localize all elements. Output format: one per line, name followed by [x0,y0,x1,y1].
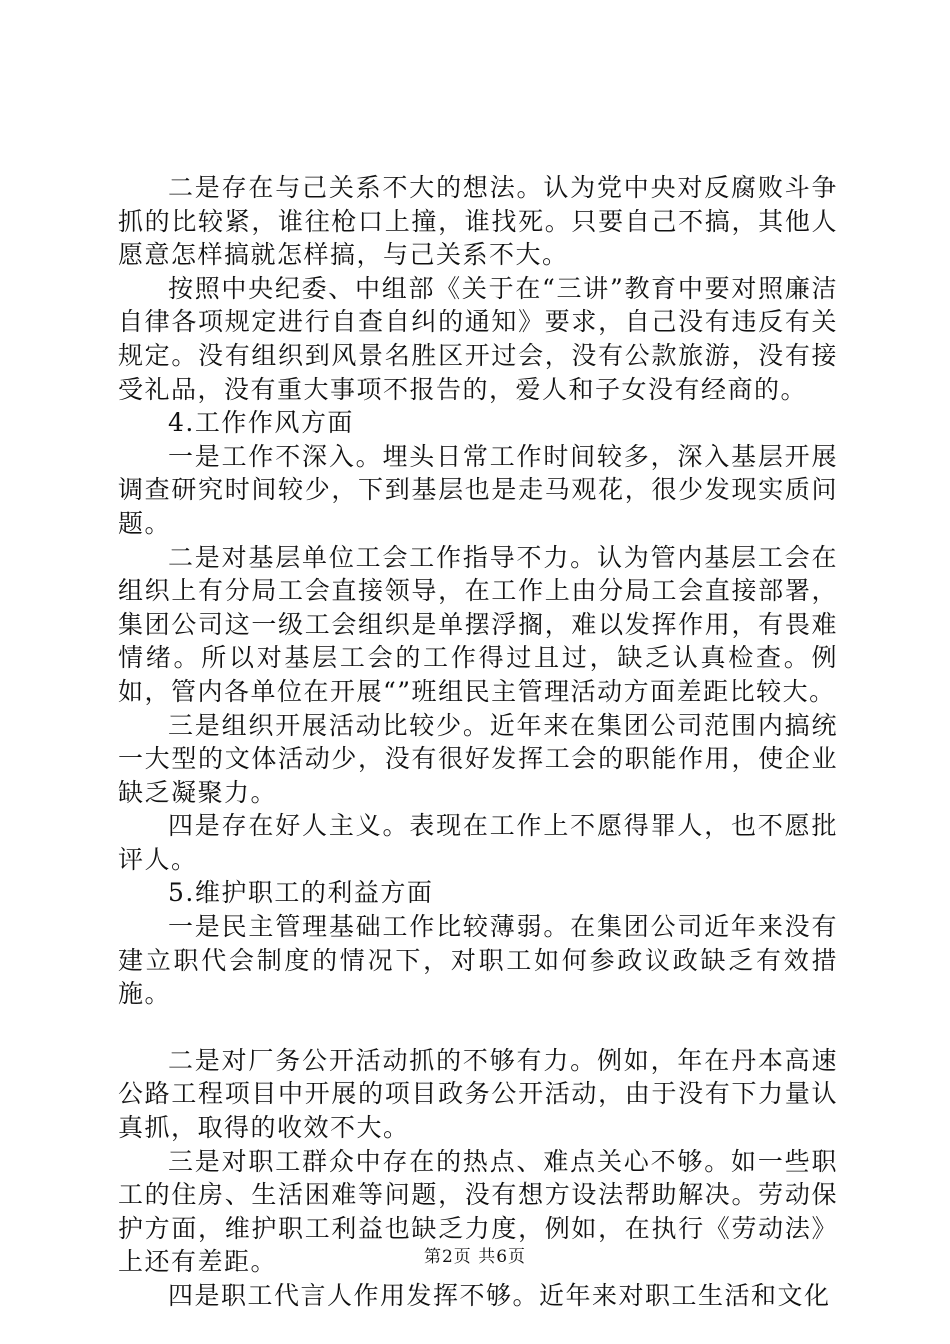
paragraph-factory-affairs: 二是对厂务公开活动抓的不够有力。例如，年在丹本高速公路工程项目中开展的项目政务公开活动，由于没有下力量认真抓，取得的收效不大。 [118,1045,838,1143]
paragraph-guidance-weak: 二是对基层单位工会工作指导不力。认为管内基层工会在组织上有分局工会直接领导，在工作上由分局工会直接部署，集团公司这一级工会组织是单摆浮搁，难以发挥作用，有畏难情绪。所以对基层工会的工作得过且过，缺乏认真检查。例如，管内各单位在开展“”班组民主管理活动方面差距比较大。 [118,542,838,706]
document-body [118,171,838,1313]
paragraph-second-point: 二是存在与己关系不大的想法。认为党中央对反腐败斗争抓的比较紧，谁往枪口上撞，谁找死。只要自己不搞，其他人愿意怎样搞就怎样搞，与己关系不大。 [118,173,838,270]
paragraph-few-activities: 三是组织开展活动比较少。近年来在集团公司范围内搞统一大型的文体活动少，没有很好发挥工会的职能作用，使企业缺乏凝聚力。 [118,710,838,807]
paragraph-good-person: 四是存在好人主义。表现在工作上不愿得罪人，也不愿批评人。 [118,811,838,874]
section-heading-worker-interests: 5.维护职工的利益方面 [168,878,434,908]
section-heading-work-style: 4.工作作风方面 [168,408,354,438]
paragraph-gap [118,1011,838,1044]
paragraph-self-check: 按照中央纪委、中组部《关于在“三讲”教育中要对照廉洁自律各项规定进行自查自纠的通知》要求，自己没有违反有关规定。没有组织到风景名胜区开过会，没有公款旅游，没有接受礼品，没有重大事项不报告的，爱人和子女没有经商的。 [118,273,838,404]
paragraph-work-not-deep: 一是工作不深入。埋头日常工作时间较多，深入基层开展调查研究时间较少，下到基层也是走马观花，很少发现实质问题。 [118,441,838,538]
paragraph-hot-issues: 三是对职工群众中存在的热点、难点关心不够。如一些职工的住房、生活困难等问题，没有想方设法帮助解决。劳动保护方面，维护职工利益也缺乏力度，例如，在执行《劳动法》上还有差距。 [118,1146,838,1277]
paragraph-democratic-management: 一是民主管理基础工作比较薄弱。在集团公司近年来没有建立职代会制度的情况下，对职工如何参政议政缺乏有效措施。 [118,912,838,1009]
paragraph-spokesperson: 四是职工代言人作用发挥不够。近年来对职工生活和文化 [168,1281,831,1310]
page-footer: 第2页 共6页 [423,1247,527,1267]
